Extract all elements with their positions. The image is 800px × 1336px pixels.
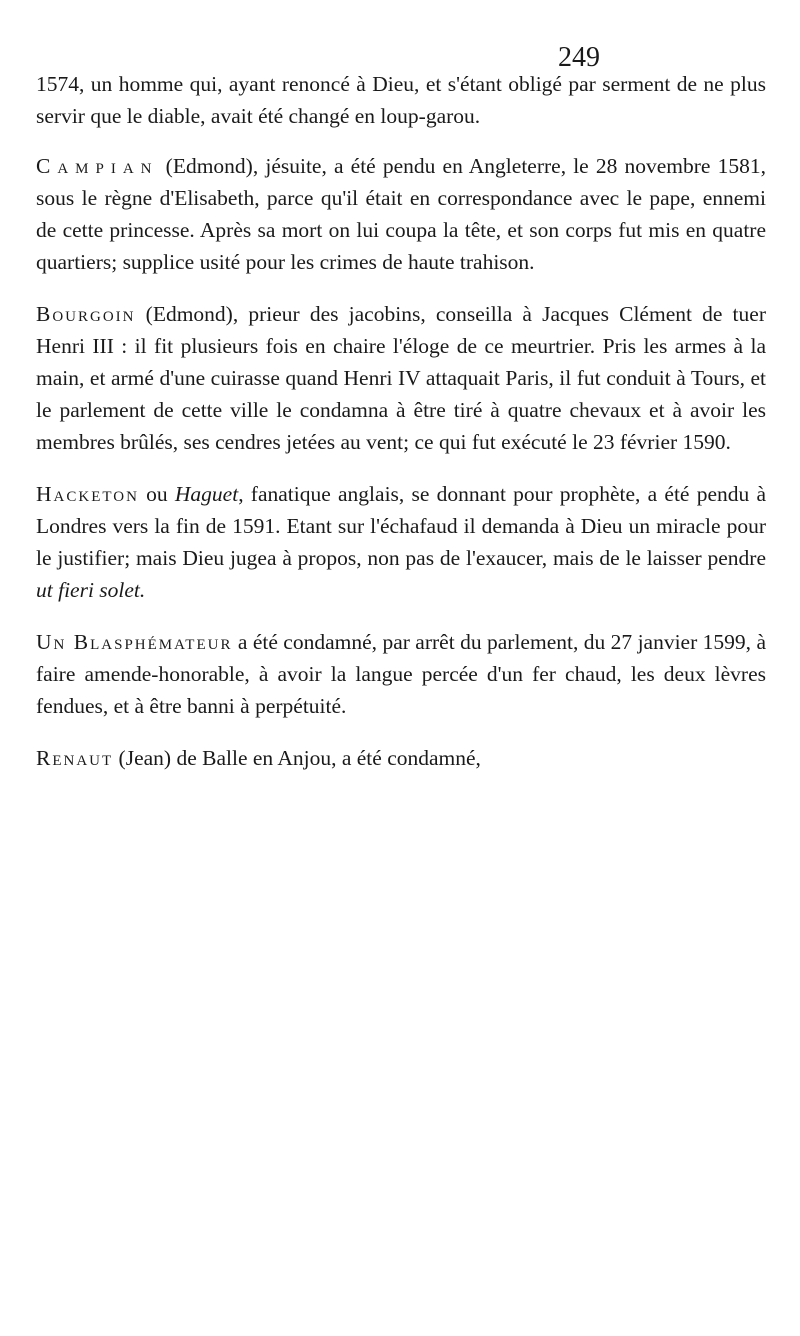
paragraph-continuation <box>36 68 766 132</box>
entry-heading: Renaut <box>36 746 114 770</box>
entry-campian <box>36 150 766 278</box>
entry-hacketon <box>36 478 766 606</box>
entry-latin-phrase: ut fieri solet. <box>36 578 146 602</box>
entry-text: , fanatique anglais, se donnant pour prophète, a été pendu à Londres vers la fin de 1591. Etant sur l'échafaud il demanda à Dieu un miracle pour le justifier; mais Dieu jugea à propos, non pas de l'exaucer, mais de le laisser pendre <box>36 482 767 570</box>
entry-bourgoin <box>36 298 766 458</box>
entry-text: (Edmond), jésuite, a été pendu en Angleterre, le 28 novembre 1581, sous le règne d'Elisabeth, parce qu'il était en correspondance avec le pape, ennemi de cette princesse. Après sa mort on lui coupa la tête, et son corps fut mis en quatre quartiers; supplice usité pour les crimes de haute trahison. <box>36 154 766 274</box>
entry-alias: Haguet <box>174 482 239 506</box>
entry-heading: Un Blasphémateur <box>36 630 233 654</box>
page-number: 249 <box>558 42 600 73</box>
entry-text: (Edmond), prieur des jacobins, conseilla à Jacques Clément de tuer Henri III : il fit plusieurs fois en chaire l'éloge de ce meurtrier. Pris les armes à la main, et armé d'une cuirasse quand Henri IV attaquait Paris, il fut conduit à Tours, et le parlement de cette ville le condamna à être tiré à quatre chevaux et à avoir les membres brûlés, ses cendres jetées au vent; ce qui fut exécuté le 23 février 1590. <box>36 302 766 454</box>
entry-text: a été condamné, par arrêt du parlement, du 27 janvier 1599, à faire amende-honorable, à avoir la langue percée d'un fer chaud, les deux lèvres fendues, et à être banni à perpétuité. <box>36 630 767 718</box>
entry-blasphemateur <box>36 626 766 722</box>
page-text <box>36 68 766 794</box>
entry-text: (Jean) de Balle en Anjou, a été condamné, <box>113 746 481 770</box>
entry-connector: ou <box>138 482 175 506</box>
entry-heading: Hacketon <box>36 482 139 506</box>
entry-heading: Bourgoin <box>36 302 136 326</box>
paragraph-text: 1574, un homme qui, ayant renoncé à Dieu, et s'étant obligé par serment de ne plus servir que le diable, avait été changé en loup-garou. <box>36 72 766 128</box>
entry-heading: Campian <box>36 154 159 178</box>
entry-renaut <box>36 742 766 774</box>
